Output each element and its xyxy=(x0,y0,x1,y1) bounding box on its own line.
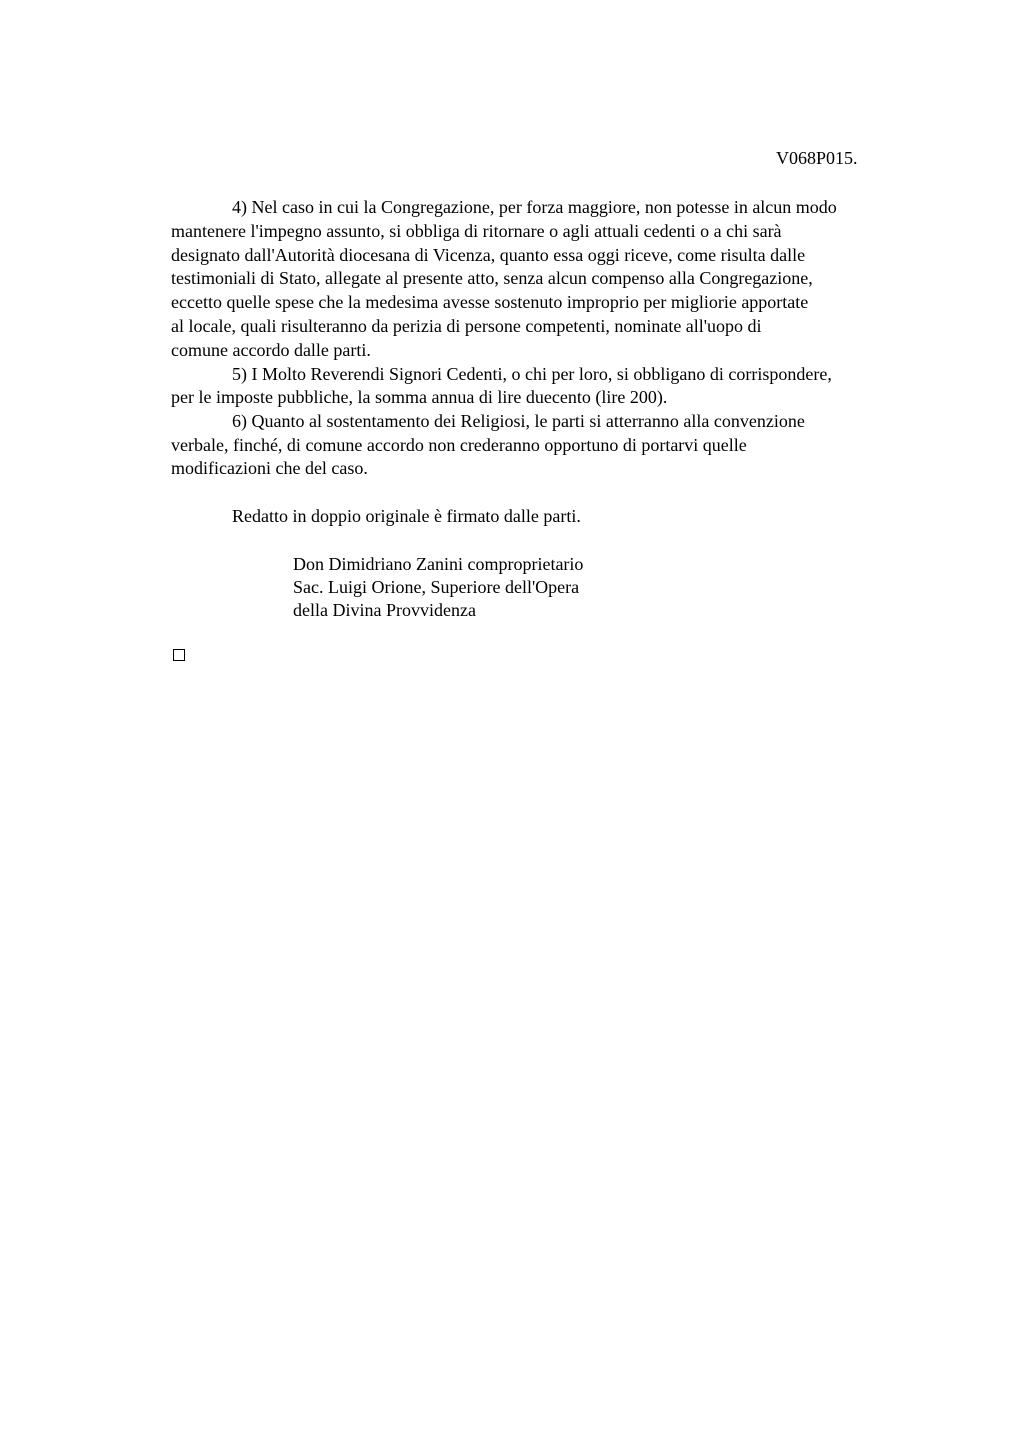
paragraph-4-line: designato dall'Autorità diocesana di Vicenza, quanto essa oggi riceve, come risulta dalle xyxy=(171,245,806,265)
paragraph-5-line: 5) I Molto Reverendi Signori Cedenti, o chi per loro, si obbligano di corrispondere, xyxy=(232,364,832,384)
closing-statement: Redatto in doppio originale è firmato dalle parti. xyxy=(232,506,581,526)
paragraph-4-line: 4) Nel caso in cui la Congregazione, per forza maggiore, non potesse in alcun modo xyxy=(232,197,837,217)
signature-line: della Divina Provvidenza xyxy=(293,600,476,620)
signature-line: Sac. Luigi Orione, Superiore dell'Opera xyxy=(293,577,580,597)
page-reference: V068P015. xyxy=(776,148,858,168)
signature-line: Don Dimidriano Zanini comproprietario xyxy=(293,554,584,574)
paragraph-4-line: comune accordo dalle parti. xyxy=(171,340,371,360)
paragraph-4-line: eccetto quelle spese che la medesima avesse sostenuto improprio per migliorie apportate xyxy=(171,292,809,312)
paragraph-6-line: 6) Quanto al sostentamento dei Religiosi, le parti si atterranno alla convenzione xyxy=(232,411,805,431)
paragraph-4-line: al locale, quali risulteranno da perizia di persone competenti, nominate all'uopo di xyxy=(171,316,762,336)
paragraph-6-line: modificazioni che del caso. xyxy=(171,458,368,478)
end-of-document-box-icon xyxy=(173,649,185,661)
paragraph-4-line: testimoniali di Stato, allegate al presente atto, senza alcun compenso alla Congregazione, xyxy=(171,268,813,288)
paragraph-5-line: per le imposte pubbliche, la somma annua di lire duecento (lire 200). xyxy=(171,387,668,407)
paragraph-4-line: mantenere l'impegno assunto, si obbliga di ritornare o agli attuali cedenti o a chi sarà xyxy=(171,221,782,241)
paragraph-6-line: verbale, finché, di comune accordo non crederanno opportuno di portarvi quelle xyxy=(171,435,747,455)
